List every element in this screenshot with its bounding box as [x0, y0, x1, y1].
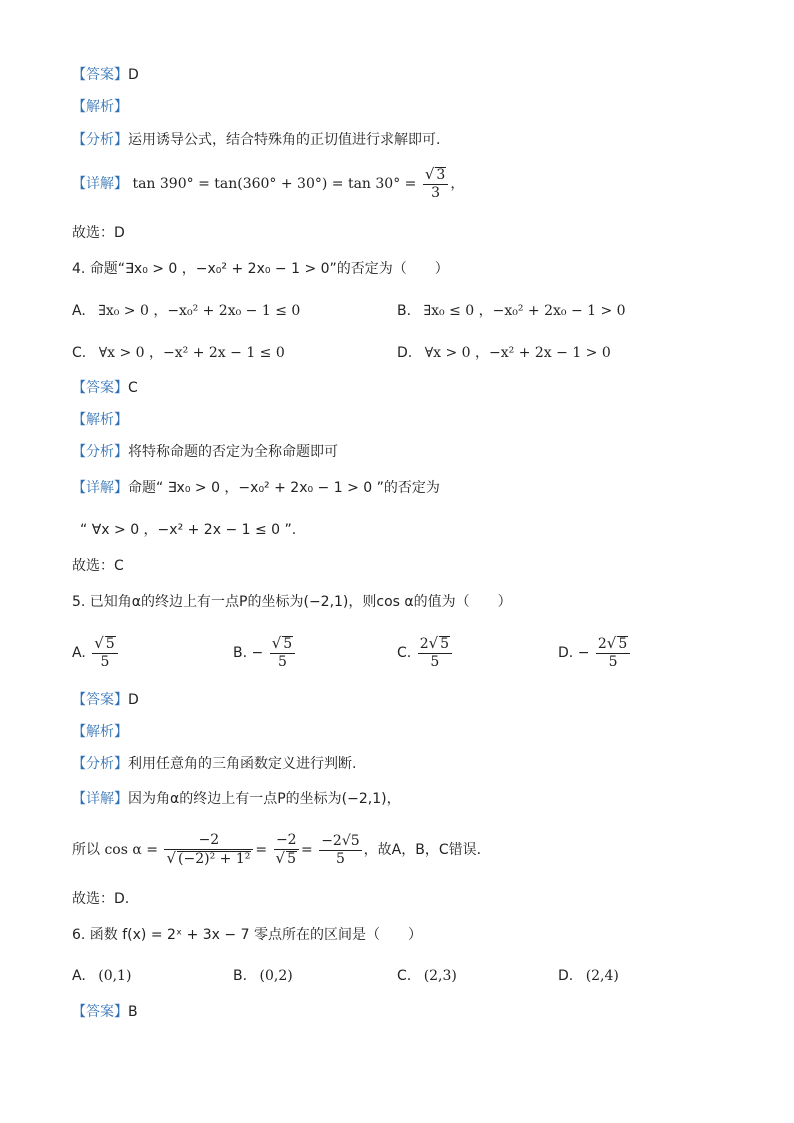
- option-text: (0,2): [259, 968, 293, 984]
- coef: 2: [419, 636, 429, 652]
- q4-option-c: [72, 344, 285, 362]
- q3-frac-den: 3: [431, 185, 441, 201]
- q6-option-c: [397, 967, 457, 985]
- q5-answer-line: [72, 691, 139, 709]
- f2-den: 5: [287, 851, 297, 867]
- option-sign: −: [577, 645, 590, 661]
- q3-xiangjie: [72, 164, 464, 204]
- q5-jiexi: 【解析】: [72, 724, 128, 740]
- q4-choice: 故选：C: [72, 558, 124, 574]
- xiangjie-tag: 【详解】: [72, 480, 128, 496]
- option-label: B.: [397, 303, 412, 319]
- option-label: C.: [72, 345, 87, 361]
- q4-jiexi: 【解析】: [72, 412, 128, 428]
- q5-fenxi-text: 利用任意角的三角函数定义进行判断.: [128, 756, 357, 772]
- option-label: A.: [72, 303, 86, 319]
- q3-jiexi: 【解析】: [72, 99, 128, 115]
- q5-option-a: [72, 633, 120, 673]
- option-fraction: $\frac{√ 5}{5}$: [270, 635, 295, 671]
- q5-option-c: [397, 633, 454, 673]
- denominator: 5: [277, 654, 287, 670]
- option-label: B.: [233, 968, 248, 984]
- q4-xiangjie-line2: “ ∀x > 0 ，−x² + 2x − 1 ≤ 0 ”.: [80, 522, 297, 538]
- answer-tag: 【答案】: [72, 67, 128, 83]
- q3-choice: 故选：D: [72, 225, 125, 241]
- answer-tag: 【答案】: [72, 380, 128, 396]
- option-text: ∀x > 0 ，−x² + 2x − 1 ≤ 0: [98, 345, 285, 361]
- q3-fenxi: [72, 131, 440, 149]
- option-fraction: $\frac{2√ 5}{5}$: [596, 635, 630, 671]
- option-label: D.: [397, 345, 413, 361]
- q4-xiangjie: [72, 479, 440, 497]
- cos-alpha: cos α =: [104, 842, 158, 858]
- q3-fraction: $\frac{√ 3}{3}$: [423, 166, 448, 202]
- denominator: 5: [100, 654, 110, 670]
- q6-stem: 6. 函数 f(x) = 2ˣ + 3x − 7 零点所在的区间是（ ）: [72, 927, 422, 943]
- option-label: A.: [72, 645, 86, 661]
- q5-fenxi: [72, 755, 356, 773]
- q3-fenxi-text: 运用诱导公式，结合特殊角的正切值进行求解即可.: [128, 132, 441, 148]
- q4-option-d: [397, 344, 611, 362]
- q3-answer: D: [128, 67, 139, 83]
- q5-answer: D: [128, 692, 139, 708]
- option-text: (2,4): [585, 968, 619, 984]
- fraction-3: [319, 833, 361, 868]
- q6-answer: B: [128, 1004, 138, 1020]
- q4-option-a: [72, 302, 300, 320]
- radicand: 5: [440, 636, 450, 652]
- q4-fenxi-text: 将特称命题的否定为全称命题即可: [128, 444, 338, 460]
- option-label: D.: [558, 968, 574, 984]
- q5-stem: 5. 已知角α的终边上有一点P的坐标为(−2,1)，则cos α的值为（ ）: [72, 594, 512, 610]
- q4-option-b: [397, 302, 626, 320]
- q6-option-d: [558, 967, 619, 985]
- f3-den: 5: [335, 850, 345, 867]
- fraction-2: $\frac{-2}{√ 5}$: [274, 832, 299, 868]
- fenxi-tag: 【分析】: [72, 444, 128, 460]
- q6-option-a: [72, 967, 131, 985]
- q5-derivation: 所以 cos α = $\frac{-2}{\text{√ (−2)² + 1²}}$ = $\frac{-2}{√ 5}$ = $\frac{-2√5}{5}$ ，故A，B，C错误.: [72, 832, 482, 867]
- option-label: B.: [233, 645, 248, 661]
- q6-option-b: [233, 967, 293, 985]
- option-sign: −: [251, 645, 264, 661]
- option-text: ∀x > 0 ，−x² + 2x − 1 > 0: [424, 345, 611, 361]
- q3-frac-num: 3: [436, 167, 446, 183]
- f2-num: −2: [274, 832, 299, 850]
- option-label: C.: [397, 645, 412, 661]
- q5-xiangjie-line1: 因为角α的终边上有一点P的坐标为(−2,1)，: [128, 791, 401, 807]
- radicand: 5: [283, 636, 293, 652]
- fraction-1: $\frac{-2}{\text{√ (−2)² + 1²}}$: [164, 832, 253, 868]
- radicand: 5: [105, 636, 115, 652]
- q3-tail: ，: [450, 176, 465, 192]
- q4-answer: C: [128, 380, 138, 396]
- f1-num: −2: [164, 832, 253, 850]
- q5-option-b: [233, 633, 297, 673]
- answer-tag: 【答案】: [72, 692, 128, 708]
- fenxi-tag: 【分析】: [72, 132, 128, 148]
- q6-answer-line: [72, 1003, 138, 1021]
- coef: 2: [597, 636, 607, 652]
- option-text: (0,1): [98, 968, 132, 984]
- option-label: A.: [72, 968, 86, 984]
- f3-num: −2√5: [321, 832, 360, 849]
- q4-fenxi: [72, 443, 338, 461]
- option-label: C.: [397, 968, 412, 984]
- q4-stem: 4. 命题“∃x₀ > 0 ，−x₀² + 2x₀ − 1 > 0”的否定为（ ）: [72, 261, 449, 277]
- q5-option-d: [558, 633, 632, 673]
- option-text: ∃x₀ ≤ 0 ，−x₀² + 2x₀ − 1 > 0: [423, 303, 626, 319]
- option-text: ∃x₀ > 0 ，−x₀² + 2x₀ − 1 ≤ 0: [98, 303, 301, 319]
- q5-choice: 故选：D.: [72, 891, 130, 907]
- option-fraction: $\frac{2√ 5}{5}$: [418, 635, 452, 671]
- q4-answer-line: [72, 379, 138, 397]
- q3-expr: tan 390° = tan(360° + 30°) = tan 30° =: [132, 176, 417, 192]
- q5-xiangjie: [72, 790, 401, 808]
- q4-xiangjie-line1: 命题“ ∃x₀ > 0 ，−x₀² + 2x₀ − 1 > 0 ”的否定为: [128, 480, 440, 496]
- radicand: 5: [618, 636, 628, 652]
- answer-tag: 【答案】: [72, 1004, 128, 1020]
- option-label: D.: [558, 645, 574, 661]
- f1-den: (−2)² + 1²: [178, 851, 251, 867]
- xiangjie-tag: 【详解】: [72, 176, 128, 192]
- option-text: (2,3): [423, 968, 457, 984]
- denominator: 5: [608, 654, 618, 670]
- suoyi: 所以: [72, 842, 100, 858]
- option-fraction: $\frac{√ 5}{5}$: [92, 635, 117, 671]
- denominator: 5: [430, 654, 440, 670]
- fenxi-tag: 【分析】: [72, 756, 128, 772]
- xiangjie-tag: 【详解】: [72, 791, 128, 807]
- q3-answer-line: [72, 66, 139, 84]
- q5-tail: ，故A，B，C错误.: [363, 842, 482, 858]
